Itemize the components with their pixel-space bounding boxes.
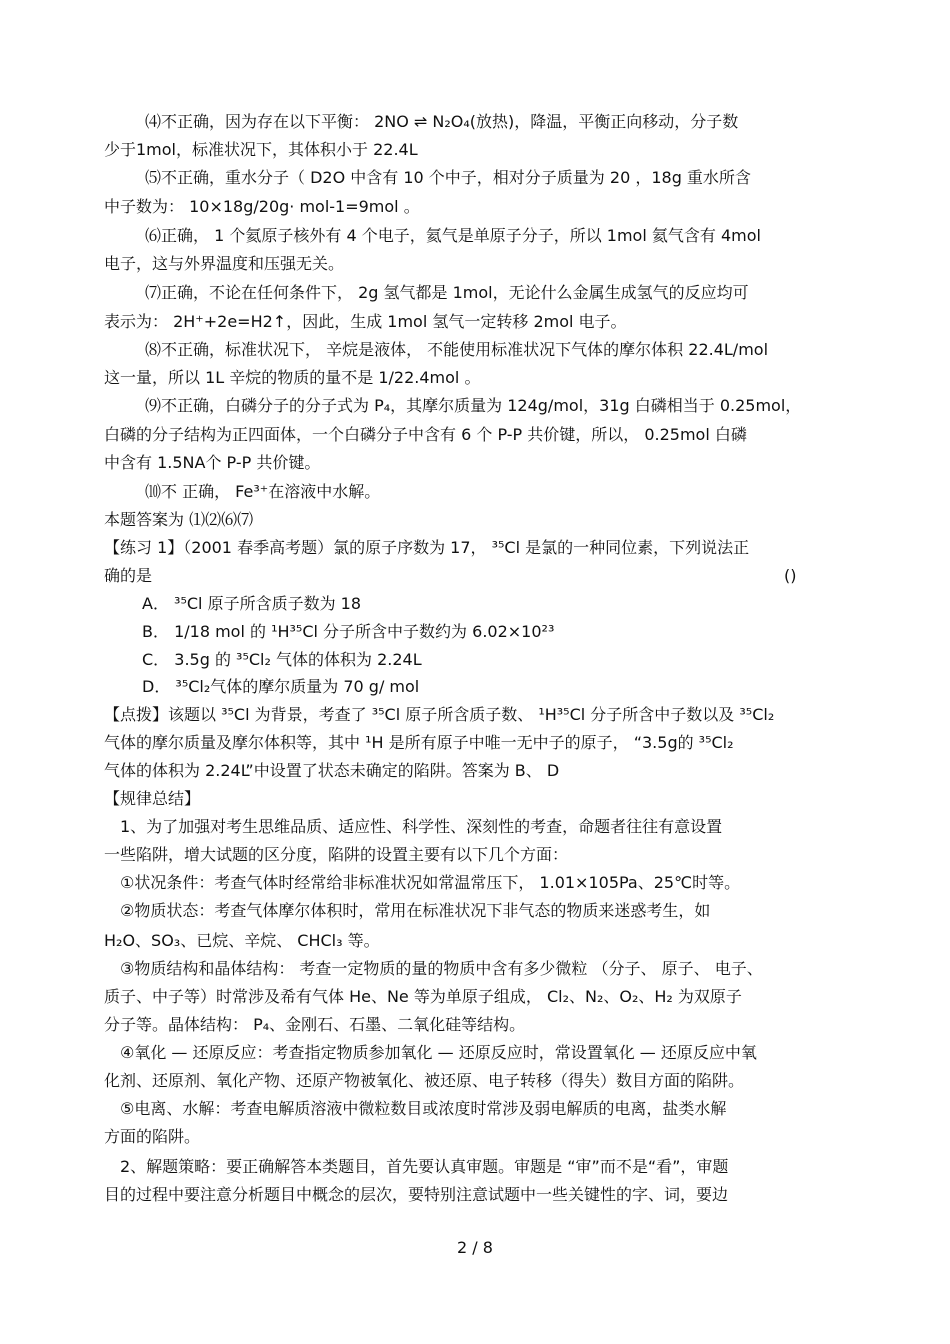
list-item: ②物质状态：考查气体摩尔体积时，常用在标准状况下非气态的物质来迷惑考生，如 [120,901,711,920]
section-heading: 【规律总结】 [104,789,201,808]
text-line: 化剂、还原剂、氧化产物、还原产物被氧化、被还原、电子转移（得失）数目方面的陷阱。 [104,1071,745,1090]
text-line: 中子数为： 10×18g/20g· mol-1=9mol 。 [104,197,420,216]
text-line: 电子，这与外界温度和压强无关。 [104,254,345,273]
text-line: H₂O、SO₃、已烷、辛烷、 CHCl₃ 等。 [104,931,380,950]
text-line: 分子等。晶体结构： P₄、金刚石、石墨、二氧化硅等结构。 [104,1015,526,1034]
text-line: 方面的陷阱。 [104,1127,201,1146]
list-item: ③物质结构和晶体结构： 考查一定物质的量的物质中含有多少微粒 （分子、 原子、 电子、 [120,959,763,978]
text-line: ⑹正确， 1 个氦原子核外有 4 个电子，氦气是单原子分子，所以 1mol 氦气含有 4mol [145,226,761,245]
page-number: 2 / 8 [457,1238,493,1257]
option-c: C． 3.5g 的 ³⁵Cl₂ 气体的体积为 2.24L [142,650,422,669]
answer-line: 本题答案为 ⑴⑵⑹⑺ [104,510,254,529]
hint-line: 【点拨】该题以 ³⁵Cl 为背景，考查了 ³⁵Cl 原子所含质子数、 ¹H³⁵Cl 分子所含中子数以及 ³⁵Cl₂ [104,705,775,724]
text-line: 气体的摩尔质量及摩尔体积等，其中 ¹H 是所有原子中唯一无中子的原子， “3.5g的 ³⁵Cl₂ [104,733,734,752]
text-line: ⑸不正确，重水分子（ D2O 中含有 10 个中子，相对分子质量为 20 ，18g 重水所含 [145,168,751,187]
text-line: ⑺正确，不论在任何条件下， 2g 氢气都是 1mol，无论什么金属生成氢气的反应均可 [145,283,749,302]
list-item: ④氧化 — 还原反应：考查指定物质参加氧化 — 还原反应时，常设置氧化 — 还原反应中氧 [120,1043,757,1062]
text-line: ⑼不正确，白磷分子的分子式为 P₄，其摩尔质量为 124g/mol，31g 白磷相当于 0.25mol， [145,396,802,415]
exercise-title: 【练习 1】（2001 春季高考题）氯的原子序数为 17， ³⁵Cl 是氯的一种同位素，下列说法正 [104,538,750,557]
text-line: 目的过程中要注意分析题目中概念的层次，要特别注意试题中一些关键性的字、词，要边 [104,1185,729,1204]
text-line: 质子、中子等）时常涉及希有气体 He、Ne 等为单原子组成， Cl₂、N₂、O₂、H₂ 为双原子 [104,987,742,1006]
text-line: 白磷的分子结构为正四面体，一个白磷分子中含有 6 个 P-P 共价键，所以， 0.25mol 白磷 [104,425,747,444]
text-line: 中含有 1.5NA个 P-P 共价键。 [104,453,321,472]
text-line: 2、解题策略：要正确解答本类题目，首先要认真审题。审题是 “审”而不是“看”，审题 [120,1157,729,1176]
text-line: ⑷不正确，因为存在以下平衡： 2NO ⇌ N₂O₄(放热)，降温，平衡正向移动，分子数 [145,112,739,131]
text-line: 1、为了加强对考生思维品质、适应性、科学性、深刻性的考查，命题者往往有意设置 [120,817,723,836]
option-b: B． 1/18 mol 的 ¹H³⁵Cl 分子所含中子数约为 6.02×10²³ [142,622,555,641]
text-line: 少于1mol，标准状况下，其体积小于 22.4L [104,140,418,159]
text-line: 确的是 [104,566,153,585]
text-line: 气体的体积为 2.24L”中设置了状态未确定的陷阱。答案为 B、 D [104,761,560,780]
text-line: 表示为： 2H⁺+2e=H2↑，因此，生成 1mol 氢气一定转移 2mol 电子。 [104,312,627,331]
text-line: ⑽不 正确， Fe³⁺在溶液中水解。 [145,482,381,501]
text-line: 这一量，所以 1L 辛烷的物质的量不是 1/22.4mol 。 [104,368,481,387]
option-a: A． ³⁵Cl 原子所含质子数为 18 [142,594,362,613]
list-item: ①状况条件：考查气体时经常给非标准状况如常温常压下， 1.01×105Pa、25℃时等。 [120,873,741,892]
text-line: ⑻不正确，标准状况下， 辛烷是液体， 不能使用标准状况下气体的摩尔体积 22.4L/mol [145,340,769,359]
list-item: ⑤电离、水解：考查电解质溶液中微粒数目或浓度时常涉及弱电解质的电离，盐类水解 [120,1099,727,1118]
text-line: 一些陷阱，增大试题的区分度，陷阱的设置主要有以下几个方面： [104,845,569,864]
answer-blank: () [784,566,797,585]
option-d: D． ³⁵Cl₂气体的摩尔质量为 70 g/ mol [142,677,420,696]
